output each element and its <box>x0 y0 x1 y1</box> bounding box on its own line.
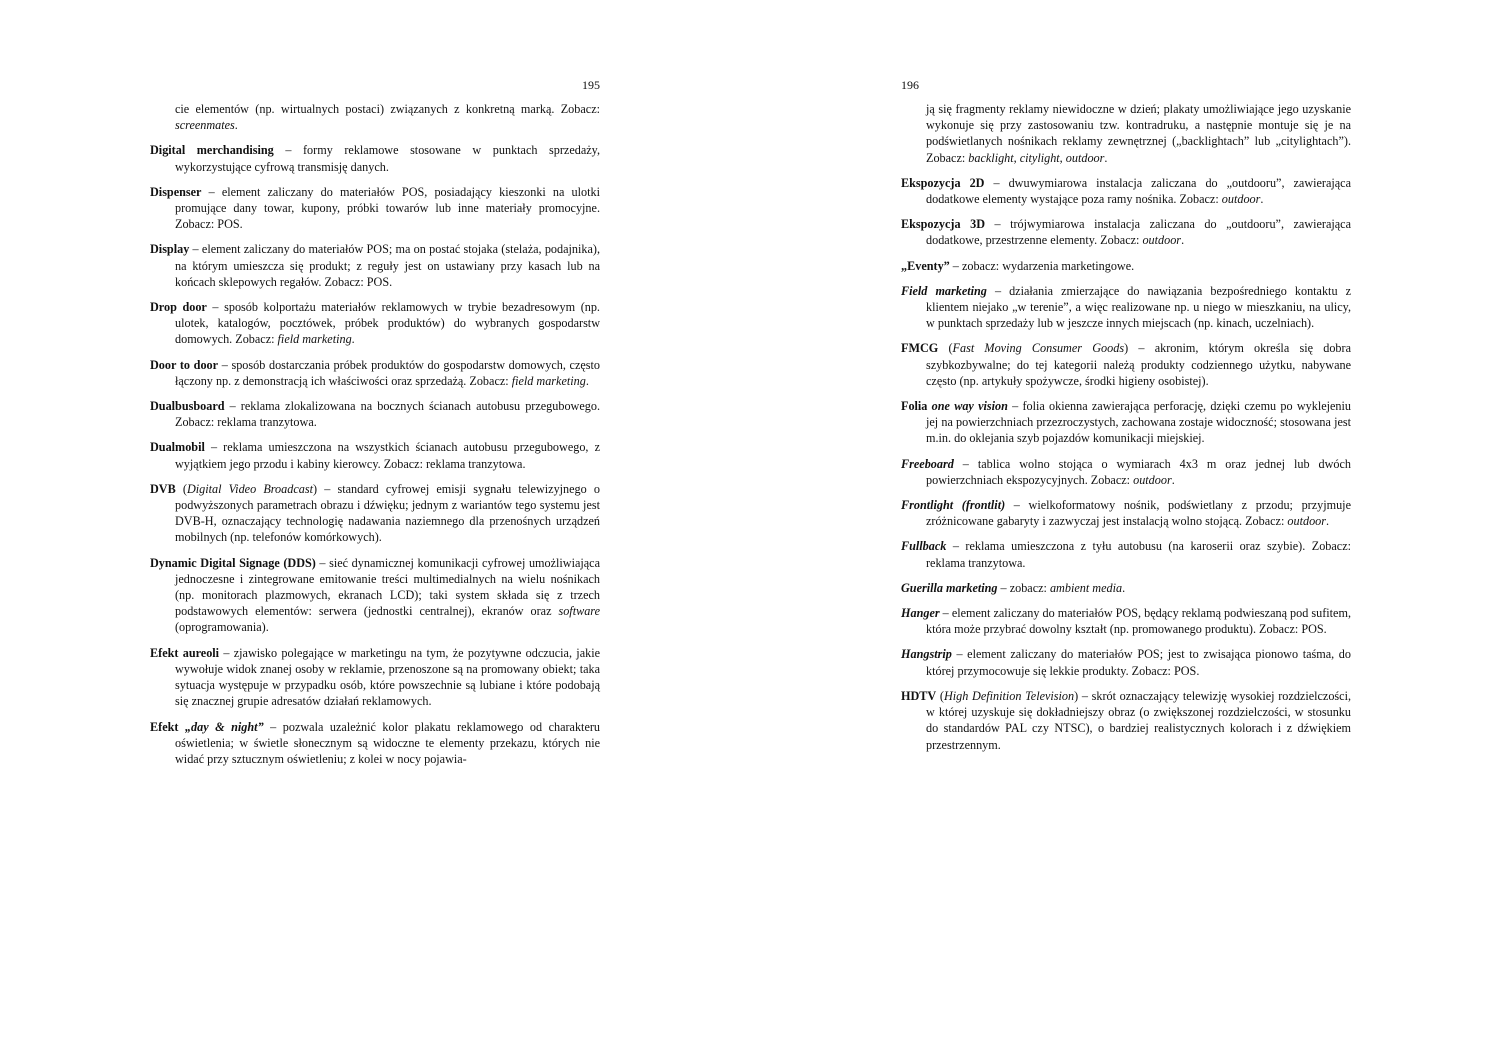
entry-text: – sposób kolportażu materiałów reklamowych w trybie bezadresowym (np. ulotek, katalogów, pocztówek, próbek produktów) do wybranych gospodarstw domowych. Zobacz: <box>175 300 600 347</box>
entry-text: – sposób dostarczania próbek produktów do gospodarstw domowych, często łączony np. z demonstracją ich właściwości oraz sprzedażą. Zobacz: <box>175 357 600 388</box>
entry-term: Field marketing <box>901 283 987 298</box>
glossary-entry <box>901 456 1351 488</box>
entry-text-italic: outdoor <box>1133 472 1172 487</box>
entry-text: – reklama umieszczona na wszystkich ścianach autobusu przegubowego, z wyjątkiem jego przodu i kabiny kierowcy. Zobacz: reklama tranzytowa. <box>175 440 600 471</box>
entry-text: . <box>1171 472 1175 487</box>
entry-text: . <box>234 118 238 133</box>
entry-text: – element zaliczany do materiałów POS, posiadający kieszonki na ulotki promujące dany towar, kupony, próbki towarów lub inne materiały promocyjne. Zobacz: POS. <box>175 184 600 232</box>
entry-text: – element zaliczany do materiałów POS, będący reklamą podwieszaną pod sufitem, która może przybrać dowolny kształt (np. promowanego produktu). Zobacz: POS. <box>926 606 1351 637</box>
entry-term: Digital merchandising <box>150 143 274 158</box>
glossary-entry <box>150 299 600 348</box>
entry-text: – pozwala uzależnić kolor plakatu reklamowego od charakteru oświetlenia; w świetle słonecznym są widoczne te elementy przekazu, których nie widać przy sztucznym oświetleniu; z kolei w nocy pojawia- <box>175 719 601 766</box>
entry-term: Dualmobil <box>150 440 205 455</box>
entry-term: FMCG <box>901 341 939 356</box>
entry-text: (oprogramowania). <box>175 620 269 635</box>
glossary-entries-left <box>150 101 600 776</box>
entry-text: – reklama zlokalizowana na bocznych ścianach autobusu przegubowego. Zobacz: reklama tranzytowa. <box>175 399 600 430</box>
entry-text: ( <box>175 481 187 496</box>
entry-term: Dynamic Digital Signage <box>150 555 280 570</box>
entry-text: . <box>1181 233 1185 248</box>
entry-term-italic: „day & night” <box>184 719 264 734</box>
entry-text: ) – standard cyfrowej emisji sygnału telewizyjnego o podwyższonych parametrach obrazu i dźwięku; jednym z wariantów tego systemu jest DVB-H, oznaczający technologię nadawania naziemnego dla przenośnych urządzeń mobilnych (np. telefonów komórkowych). <box>175 481 600 545</box>
glossary-entry <box>150 719 600 768</box>
glossary-entry <box>901 101 1351 166</box>
entry-text-italic: outdoor <box>1221 192 1261 207</box>
glossary-entry <box>150 645 600 710</box>
entry-text: . <box>1122 580 1126 595</box>
entry-text: . <box>1326 514 1330 529</box>
glossary-entry <box>901 340 1351 389</box>
entry-text-italic: backlight, citylight, outdoor <box>968 150 1105 165</box>
entry-term: Guerilla marketing <box>901 580 998 595</box>
glossary-entry <box>150 241 600 290</box>
entry-text: ( <box>938 341 953 356</box>
entry-text: . <box>1260 192 1264 207</box>
entry-term: Efekt aureoli <box>150 645 220 660</box>
entry-term: Ekspozycja 2D <box>901 175 985 190</box>
glossary-entry <box>150 481 600 546</box>
glossary-entry <box>150 101 600 133</box>
entry-text: – wielkoformatowy nośnik, podświetlany z przodu; przyjmuje zróżnicowane gabaryty i zazwyczaj jest instalacją wolno stojącą. Zobacz: <box>926 498 1351 529</box>
entry-text: – działania zmierzające do nawiązania bezpośredniego kontaktu z klientem niejako „w terenie”, a więc realizowane np. u niego w mieszkaniu, na ulicy, w punktach sprzedaży lub w jeszcze innych miejscach (np. kinach, uczelniach). <box>926 283 1351 331</box>
entry-term: Dualbusboard <box>150 399 225 414</box>
glossary-entry <box>150 184 600 233</box>
entry-text: – sieć dynamicznej komunikacji cyfrowej umożliwiająca jednoczesne i zintegrowane emitowanie treści multimedialnych na wielu nośnikach (np. monitorach plazmowych, ekranach LCD); taki system składa się z trzech podstawowych elementów: serwera (jednostki centralnej), ekranów oraz <box>175 555 600 619</box>
glossary-entry <box>150 357 600 389</box>
entry-term: Folia <box>901 399 932 414</box>
entry-term-italic: one way vision <box>931 399 1008 414</box>
entry-term-abbrev: (DDS) <box>279 555 316 570</box>
entry-text: cie elementów (np. wirtualnych postaci) związanych z konkretną marką. Zobacz: <box>175 102 600 116</box>
entry-term: Display <box>150 242 190 257</box>
glossary-entry <box>901 688 1351 753</box>
entry-term: Dispenser <box>150 184 202 199</box>
left-page <box>150 0 600 1061</box>
entry-text-italic: software <box>558 604 600 619</box>
glossary-entry <box>901 497 1351 529</box>
entry-text: – reklama umieszczona z tyłu autobusu (na karoserii oraz szybie). Zobacz: reklama tranzytowa. <box>926 539 1351 570</box>
glossary-entry <box>150 398 600 430</box>
entry-term: Frontlight (frontlit) <box>901 498 1006 513</box>
entry-text-italic: Digital Video Broadcast <box>186 481 313 496</box>
glossary-entry <box>901 398 1351 447</box>
entry-text-italic: outdoor <box>1142 233 1182 248</box>
entry-text: . <box>1104 150 1108 165</box>
entry-text-italic: field marketing <box>511 373 586 388</box>
glossary-entry <box>901 605 1351 637</box>
entry-term: Ekspozycja 3D <box>901 217 985 232</box>
glossary-entry <box>901 538 1351 570</box>
entry-term: Fullback <box>901 539 947 554</box>
entry-text: – zobacz: <box>997 580 1050 595</box>
entry-text: ją się fragmenty reklamy niewidoczne w dzień; plakaty umożliwiające jego uzyskanie wykonuje się przy zastosowaniu tzw. kontradruku, a następnie montuje się je na podświetlanych nośnikach reklamy zewnętrznej („backlightach” lub „citylightach”). Zobacz: <box>926 102 1351 165</box>
entry-text-italic: field marketing <box>277 332 352 347</box>
entry-text-italic: High Definition Television <box>943 688 1075 703</box>
entry-text: – element zaliczany do materiałów POS; jest to zwisająca pionowo taśma, do której przymocowuje się lekkie produkty. Zobacz: POS. <box>926 647 1351 678</box>
entry-text: – tablica wolno stojąca o wymiarach 4x3 m oraz jednej lub dwóch powierzchniach ekspozycyjnych. Zobacz: <box>926 456 1351 487</box>
glossary-entry <box>150 142 600 174</box>
glossary-entry <box>901 175 1351 207</box>
entry-term: Door to door <box>150 357 219 372</box>
entry-text: – element zaliczany do materiałów POS; ma on postać stojaka (stelaża, podajnika), na którym umieszcza się produkt; z reguły jest on ustawiany przy kasach lub na końcach sklepowych regałów. Zobacz: POS. <box>175 242 600 289</box>
glossary-entry <box>901 258 1351 274</box>
entry-text: . <box>585 373 589 388</box>
entry-text: – dwuwymiarowa instalacja zaliczana do „outdooru”, zawierająca dodatkowe elementy wystające poza ramy nośnika. Zobacz: <box>926 175 1351 207</box>
glossary-entry <box>901 580 1351 596</box>
page-number-right: 196 <box>901 78 919 92</box>
entry-text: ( <box>936 688 944 703</box>
entry-term: Efekt <box>150 719 185 734</box>
page-number-left: 195 <box>582 78 600 92</box>
glossary-entry <box>150 439 600 471</box>
entry-term: Hanger <box>901 606 940 621</box>
entry-text-italic: outdoor <box>1287 514 1327 529</box>
glossary-entry <box>901 646 1351 678</box>
right-page <box>901 0 1351 1061</box>
entry-text: – zobacz: wydarzenia marketingowe. <box>949 258 1135 273</box>
entry-text: – folia okienna zawierająca perforację, dzięki czemu po wyklejeniu jej na powierzchniach przezroczystych, zachowana zostaje widoczność; stosowana jest m.in. do oklejania szyb pojazdów komunikacji miejskiej. <box>926 399 1351 446</box>
entry-text: – trójwymiarowa instalacja zaliczana do „outdooru”, zawierająca dodatkowe, przestrzenne elementy. Zobacz: <box>926 217 1352 248</box>
entry-term: DVB <box>150 481 176 496</box>
glossary-entry <box>150 555 600 636</box>
entry-term: Hangstrip <box>901 647 952 662</box>
entry-term: Freeboard <box>901 456 954 471</box>
glossary-entries-right <box>901 101 1351 762</box>
entry-text-italic: ambient media <box>1049 580 1123 595</box>
entry-term: Drop door <box>150 300 207 315</box>
entry-text: ) – akronim, którym określa się dobra szybkozbywalne; do tej kategorii należą produkty codziennego użytku, nabywane często (np. artykuły spożywcze, środki higieny osobistej). <box>926 341 1351 388</box>
glossary-entry <box>901 216 1351 248</box>
entry-text-italic: Fast Moving Consumer Goods <box>952 341 1125 356</box>
entry-text: – formy reklamowe stosowane w punktach sprzedaży, wykorzystujące cyfrową transmisję danych. <box>175 143 601 174</box>
entry-term: „Eventy” <box>901 258 950 273</box>
entry-text-italic: screenmates <box>175 118 235 133</box>
glossary-entry <box>901 283 1351 332</box>
entry-text: – zjawisko polegające w marketingu na tym, że pozytywne odczucia, jakie wywołuje widok znanej osoby w reklamie, przenoszone są na promowany obiekt; taka sytuacja występuje w przypadku osób, które powszechnie są lubiane i które podobają się znacznej grupie adresatów działań reklamowych. <box>175 645 600 709</box>
entry-text: ) – skrót oznaczający telewizję wysokiej rozdzielczości, w której uzyskuje się dokładniejszy obraz (o zwiększonej rozdzielczości, w stosunku do standardów PAL czy NTSC), o bardziej realistycznych kolorach i z dźwiękiem przestrzennym. <box>926 688 1351 752</box>
entry-text: . <box>351 332 355 347</box>
entry-term: HDTV <box>901 688 937 703</box>
